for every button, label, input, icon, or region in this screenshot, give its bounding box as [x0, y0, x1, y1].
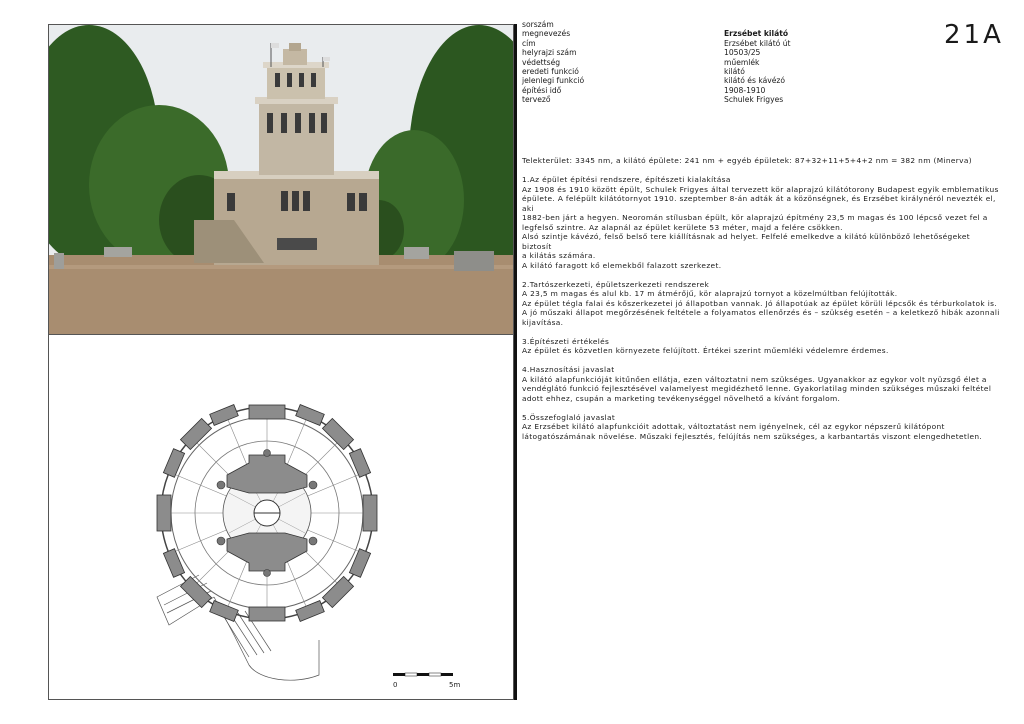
attr-row — [522, 67, 791, 76]
section-line: Az épület és közvetlen környezete felújított. Értékei szerint műemléki védelemre érdemes. — [522, 346, 889, 355]
attr-row — [522, 20, 791, 29]
section-line: A kilátó alapfunkcióját kitűnően ellátja, ezen változtatni nem szükséges. Ugyanakkor az egykor volt nyüzsgő élet a — [522, 374, 987, 384]
attr-row — [522, 29, 791, 38]
attr-value: kilátó — [724, 67, 745, 77]
column-separator — [514, 24, 517, 700]
scale-bar — [393, 673, 460, 689]
section-line: Az épület tégla falai és kőszerkezetei jó állapotban vannak. Jó állapotúak az épület körüli lépcsők és térburkolatok is. — [522, 298, 998, 308]
description-text — [522, 156, 1000, 441]
floor-plan — [49, 335, 513, 699]
attr-value: 10503/25 — [724, 48, 761, 58]
attr-row — [522, 58, 791, 67]
attr-value: kilátó és kávézó — [724, 76, 786, 86]
section-line: legfelső szintre. Az alapnál az épület kerülete 53 méter, majd a felére csökken. — [522, 222, 843, 232]
section-line: Az Erzsébet kilátó alapfunkcióit adottak, változtatást nem igényelnek, cél az egykor népszerű kilátópont — [522, 422, 945, 431]
section-heading: 3.Építészeti értékelés — [522, 336, 610, 346]
attr-value: műemlék — [724, 57, 760, 67]
section-heading: 1.Az épület építési rendszere, építészeti kialakítása — [522, 175, 731, 184]
attr-key: helyrajzi szám — [522, 48, 577, 58]
section-heading: 4.Hasznosítási javaslat — [522, 365, 615, 374]
attr-value: Erzsébet kilátó — [724, 29, 789, 39]
attr-key: építési idő — [522, 85, 562, 95]
attr-row — [522, 48, 791, 57]
attr-key: jelenlegi funkció — [522, 76, 585, 86]
site-info: Telekterület: 3345 nm, a kilátó épülete: 241 nm + egyéb épületek: 87+32+11+5+4+2 nm = 382 nm (Minerva) — [522, 156, 972, 165]
section-line: A kilátó faragott kő elemekből falazott szerkezet. — [522, 260, 722, 270]
left-figure-frame — [48, 24, 514, 700]
sheet-number: 21A — [944, 20, 1004, 50]
section-line: Alsó szintje kávézó, felső belső tere kiállításnak ad helyet. Felfelé emelkedve a kilátó különböző lehetőségeket biztosít — [522, 232, 970, 251]
tower-photo — [49, 25, 513, 335]
attribute-table — [522, 20, 791, 105]
section-heading: 5.Összefoglaló javaslat — [522, 412, 616, 422]
section-line: Az 1908 és 1910 között épült, Schulek Frigyes által tervezett kör alaprajzú kilátótorony Budapest egyik emblematikus — [522, 184, 999, 194]
attr-key: tervező — [522, 95, 551, 105]
attr-value: 1908-1910 — [724, 85, 766, 95]
attr-key: eredeti funkció — [522, 67, 579, 77]
attr-row — [522, 86, 791, 95]
attr-key: cím — [522, 38, 536, 48]
attr-row — [522, 39, 791, 48]
floor-plan-drawing — [49, 335, 513, 699]
section-heading: 2.Tartószerkezeti, épületszerkezeti rendszerek — [522, 279, 710, 289]
attr-key: megnevezés — [522, 29, 571, 39]
attr-value: Erzsébet kilátó út — [724, 38, 791, 48]
section-line: kijavítása. — [522, 317, 564, 327]
section-line: a kilátás számára. — [522, 251, 596, 260]
attr-key: sorszám — [522, 20, 554, 29]
section-line: 1882-ben járt a hegyen. Neoromán stílusban épült, kör alaprajzú építmény 23,5 m magas és 100 lépcső vezet fel a — [522, 213, 988, 222]
attr-value: Schulek Frigyes — [724, 95, 784, 105]
scale-end-label: 5m — [449, 681, 461, 689]
attr-row — [522, 95, 791, 104]
section-line: látogatószámának növelése. Műszaki fejlesztés, felújítás nem szükséges, a karbantartás viszont elengedhetetlen. — [522, 431, 983, 441]
section-line: A jó műszaki állapot megőrzésének feltétele a folyamatos ellenőrzés és – szükség esetén – a keletkező hibák azonnali — [522, 308, 1000, 317]
scale-start-label: 0 — [393, 681, 398, 689]
section-line: adott ehhez, csupán a marketing tevékenységgel növelhető a kívánt forgalom. — [522, 393, 841, 403]
section-line: vendéglátó funkció fejlesztésével valamelyest megidézhető lenne. Gyakorlatilag minden szükséges műszaki feltétel — [522, 384, 992, 393]
section-line: A 23,5 m magas és alul kb. 17 m átmérőjű, kör alaprajzú tornyot a közelmúltban felújították. — [522, 289, 898, 298]
section-line: épülete. A felépült kilátótornyot 1910. szeptember 8-án adták át a közönségnek, és Erzsébet királynéról nevezték el, aki — [522, 194, 996, 213]
attr-key: védettség — [522, 57, 561, 67]
tower-photo-illustration — [49, 25, 513, 334]
attr-row — [522, 76, 791, 85]
